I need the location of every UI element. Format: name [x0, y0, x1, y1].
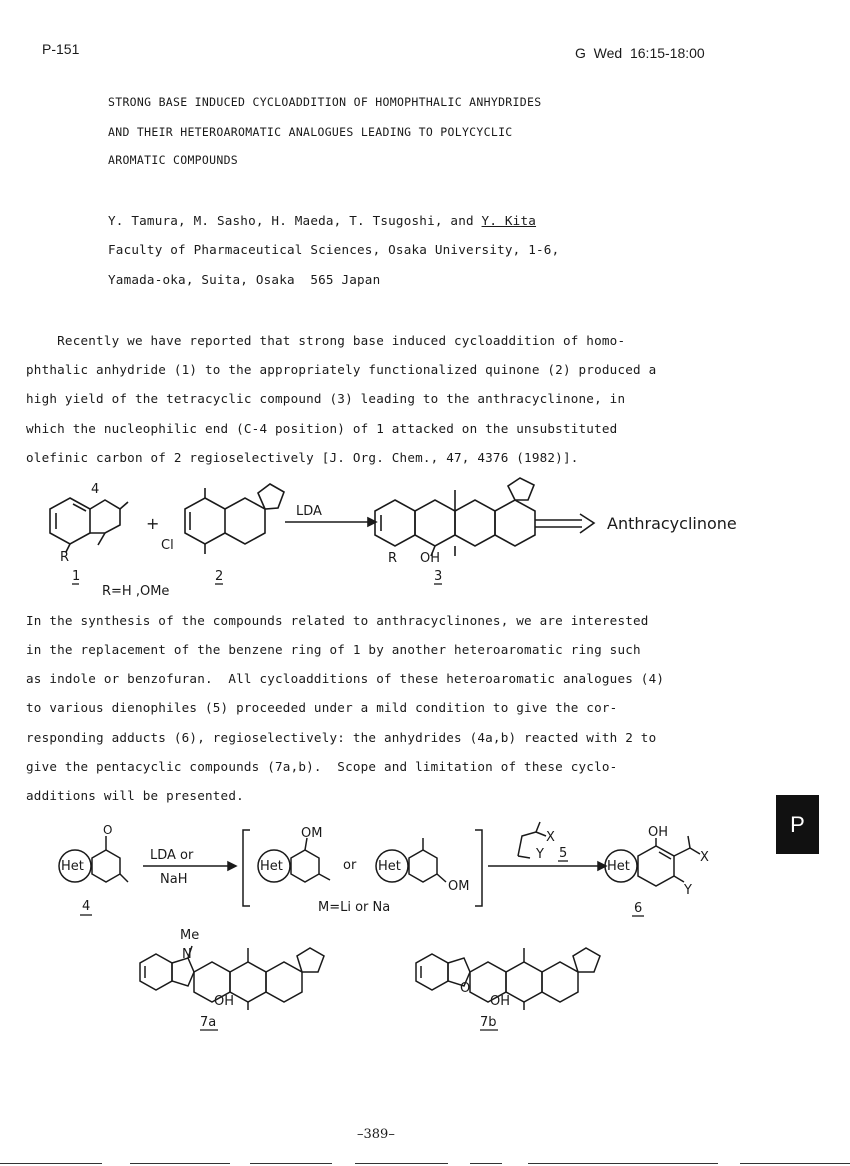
anthracyclinone-label: Anthracyclinone — [607, 514, 737, 533]
para2-line-4: to various dienophiles (5) proceeded under a mild condition to give the cor- — [26, 700, 618, 715]
reagent-lda: LDA — [296, 504, 322, 519]
oh-label-7b: OH — [490, 994, 511, 1009]
het-label-6: Het — [607, 859, 630, 874]
metal-definition: M=Li or Na — [318, 900, 391, 915]
carbonyl-o-top-4: O — [103, 823, 113, 837]
compound6-benzene-ring — [638, 846, 674, 886]
scheme-2 — [0, 818, 850, 926]
paper-id: P-151 — [42, 41, 80, 57]
het-label-intermediate1: Het — [260, 859, 283, 874]
para2-line-6: give the pentacyclic compounds (7a,b). Scope and limitation of these cyclo- — [26, 759, 618, 774]
compound3-ring-c — [455, 500, 495, 546]
bottom-rule-6 — [528, 1163, 718, 1164]
section-tab: P — [776, 795, 819, 854]
compound-number-3: 3 — [434, 569, 443, 584]
intermediate1-ring — [291, 850, 319, 882]
title-line-1: STRONG BASE INDUCED CYCLOADDITION OF HOMOPHTHALIC ANHYDRIDES — [108, 95, 542, 109]
compound2-quinone-ring — [185, 498, 225, 544]
compound-number-5: 5 — [559, 846, 568, 861]
y-label-6: Y — [684, 883, 692, 898]
compound3-dioxolane-ring — [508, 478, 534, 500]
scheme-1 — [0, 478, 850, 608]
para1-line-2: phthalic anhydride (1) to the appropriately functionalized quinone (2) produced a — [26, 362, 657, 377]
affiliation-line-1: Faculty of Pharmaceutical Sciences, Osaka University, 1-6, — [108, 242, 560, 257]
furan-o-label-7b: O — [460, 981, 471, 996]
compound1-anhydride-ring — [90, 500, 120, 533]
affiliation-line-2: Yamada-oka, Suita, Osaka 565 Japan — [108, 272, 381, 287]
chloro-label: Cl — [161, 538, 174, 553]
c4-position-label: 4 — [91, 482, 100, 497]
para2-line-1: In the synthesis of the compounds related to anthracyclinones, we are interested — [26, 613, 649, 628]
authors-list: Y. Tamura, M. Sasho, H. Maeda, T. Tsugoshi, and — [108, 213, 482, 228]
title-line-2: AND THEIR HETEROAROMATIC ANALOGUES LEADING TO POLYCYCLIC — [108, 125, 513, 139]
r-label-compound1: R — [60, 550, 70, 565]
session-time: G Wed 16:15-18:00 — [575, 45, 705, 61]
compound2-cyclohexane-ring — [225, 498, 265, 544]
authors — [108, 213, 536, 228]
bottom-rule-4 — [355, 1163, 448, 1164]
bottom-rule-5 — [470, 1163, 502, 1164]
compound7b-ring-d — [506, 962, 542, 1002]
nitrogen-label-7a: N — [182, 947, 192, 962]
page-number: –389– — [357, 1127, 395, 1142]
compound3-ring-b — [415, 500, 455, 546]
compound7b-dioxolane — [573, 948, 600, 972]
om-label-2: OM — [448, 879, 470, 894]
presenting-author: Y. Kita — [481, 213, 537, 228]
compound-number-2: 2 — [215, 569, 224, 584]
reagent-lda-or: LDA or — [150, 848, 194, 863]
compound7b-ring-e — [542, 962, 578, 1002]
bottom-rule-2 — [130, 1163, 230, 1164]
x-label-5: X — [546, 830, 555, 845]
oh-label-7a: OH — [214, 994, 235, 1009]
x-label-6: X — [700, 850, 709, 865]
para2-line-3: as indole or benzofuran. All cycloadditions of these heteroaromatic analogues (4) — [26, 671, 665, 686]
r-definition: R=H ,OMe — [102, 584, 170, 599]
om-label-1: OM — [301, 826, 323, 841]
para1-line-5: olefinic carbon of 2 regioselectively [J. Org. Chem., 47, 4376 (1982)]. — [26, 450, 579, 465]
para2-line-5: responding adducts (6), regioselectively: the anhydrides (4a,b) reacted with 2 to — [26, 730, 657, 745]
y-label-5: Y — [536, 847, 544, 862]
para1-line-1: Recently we have reported that strong base induced cycloaddition of homo- — [26, 333, 626, 348]
para2-line-2: in the replacement of the benzene ring of 1 by another heteroaromatic ring such — [26, 642, 641, 657]
compound3-ring-d — [495, 500, 535, 546]
compound7a-ring-e — [266, 962, 302, 1002]
para1-line-4: which the nucleophilic end (C-4 position) of 1 attacked on the unsubstituted — [26, 421, 618, 436]
plus-sign: + — [146, 514, 160, 533]
scheme-3 — [0, 926, 850, 1034]
reagent-nah: NaH — [160, 872, 188, 887]
compound7a-ring-d — [230, 962, 266, 1002]
bottom-rule-1 — [0, 1163, 102, 1164]
compound-label-7b: 7b — [480, 1015, 497, 1030]
compound-number-4: 4 — [82, 899, 91, 914]
compound4-anhydride-ring — [92, 850, 120, 882]
title-line-3: AROMATIC COMPOUNDS — [108, 153, 239, 167]
compound7a-dioxolane — [297, 948, 324, 972]
compound-number-1: 1 — [72, 569, 81, 584]
or-label: or — [343, 858, 357, 873]
compound7a-pyrrole — [172, 958, 194, 986]
bottom-rule-3 — [250, 1163, 332, 1164]
het-label-4: Het — [61, 859, 84, 874]
methyl-label-7a: Me — [180, 928, 200, 943]
compound-number-6: 6 — [634, 901, 643, 916]
compound-label-7a: 7a — [200, 1015, 217, 1030]
intermediate2-ring — [409, 850, 437, 882]
compound2-dioxolane-ring — [258, 484, 284, 509]
het-label-intermediate2: Het — [378, 859, 401, 874]
para2-line-7: additions will be presented. — [26, 788, 244, 803]
r-label-compound3: R — [388, 551, 398, 566]
hydroxy-label: OH — [420, 551, 441, 566]
oh-label-6: OH — [648, 825, 669, 840]
bottom-rule-7 — [740, 1163, 850, 1164]
para1-line-3: high yield of the tetracyclic compound (3) leading to the anthracyclinone, in — [26, 391, 626, 406]
